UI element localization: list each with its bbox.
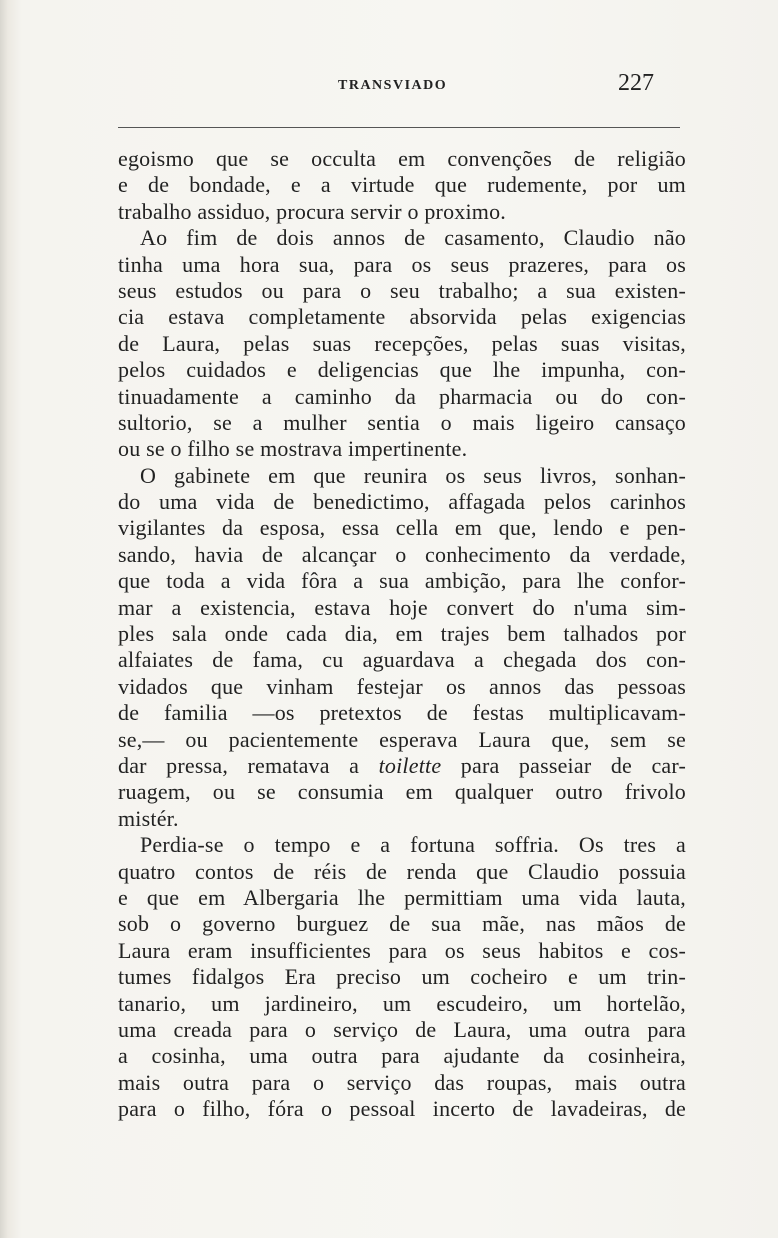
text-line: se,— ou pacientemente esperava Laura que, sem se (118, 726, 686, 752)
page-number: 227 (618, 70, 654, 96)
text-line: uma creada para o serviço de Laura, uma outra para (118, 1016, 686, 1042)
text-line: quatro contos de réis de renda que Claudio possuia (118, 858, 686, 884)
text-line: vigilantes da esposa, essa cella em que, lendo e pen- (118, 515, 686, 541)
text-line: trabalho assiduo, procura servir o proximo. (118, 198, 507, 224)
text-line: de Laura, pelas suas recepções, pelas suas visitas, (118, 330, 686, 356)
page-header (118, 72, 680, 102)
running-title: TRANSVIADO (338, 78, 448, 93)
text-line: que toda a vida fôra a sua ambição, para lhe confor- (118, 568, 686, 594)
text-line: ples sala onde cada dia, em trajes bem talhados por (118, 621, 686, 647)
text-line: vidados que vinham festejar os annos das pessoas (118, 673, 686, 699)
text-line: tanario, um jardineiro, um escudeiro, um hortelão, (118, 990, 686, 1016)
text-line: tinuadamente a caminho da pharmacia ou do con- (118, 383, 686, 409)
text-line: alfaiates de fama, cu aguardava a chegada dos con- (118, 647, 686, 673)
text-line: sob o governo burguez de sua mãe, nas mãos de (118, 911, 686, 937)
text-line: Laura eram insufficientes para os seus habitos e cos- (118, 937, 686, 963)
text-line: seus estudos ou para o seu trabalho; a sua existen- (118, 277, 686, 303)
text-line: tumes fidalgos Era preciso um cocheiro e um trin- (118, 964, 686, 990)
text-line: a cosinha, uma outra para ajudante da cosinheira, (118, 1043, 686, 1069)
text-line: sultorio, se a mulher sentia o mais ligeiro cansaço (118, 409, 686, 435)
text-line: e que em Albergaria lhe permittiam uma vida lauta, (118, 884, 686, 910)
text-line: para o filho, fóra o pessoal incerto de lavadeiras, de (118, 1096, 686, 1122)
text-line: e de bondade, e a virtude que rudemente, por um (118, 172, 686, 198)
header-rule (118, 127, 680, 128)
text-line: tinha uma hora sua, para os seus prazeres, para os (118, 251, 686, 277)
text-line: ruagem, ou se consumia em qualquer outro frivolo (118, 779, 686, 805)
text-line: dar pressa, rematava a toilette para passeiar de car- (118, 752, 686, 778)
text-line: mistér. (118, 805, 179, 831)
text-line: de familia —os pretextos de festas multiplicavam- (118, 700, 686, 726)
italic-word: toilette (378, 752, 442, 778)
text-line: Ao fim de dois annos de casamento, Claudio não (140, 225, 686, 251)
text-line: ou se o filho se mostrava impertinente. (118, 436, 468, 462)
text-line: cia estava completamente absorvida pelas exigencias (118, 304, 686, 330)
text-line: pelos cuidados e deligencias que lhe impunha, con- (118, 357, 686, 383)
text-line: O gabinete em que reunira os seus livros, sonhan- (140, 462, 686, 488)
text-line: mar a existencia, estava hoje convert do n'uma sim- (118, 594, 686, 620)
text-line: do uma vida de benedictimo, affagada pelos carinhos (118, 489, 686, 515)
text-line: Perdia-se o tempo e a fortuna soffria. Os tres a (140, 832, 686, 858)
body-text (118, 146, 686, 1122)
text-line: egoismo que se occulta em convenções de religião (118, 146, 686, 171)
text-line: mais outra para o serviço das roupas, mais outra (118, 1069, 686, 1095)
text-line: sando, havia de alcançar o conhecimento da verdade, (118, 541, 686, 567)
